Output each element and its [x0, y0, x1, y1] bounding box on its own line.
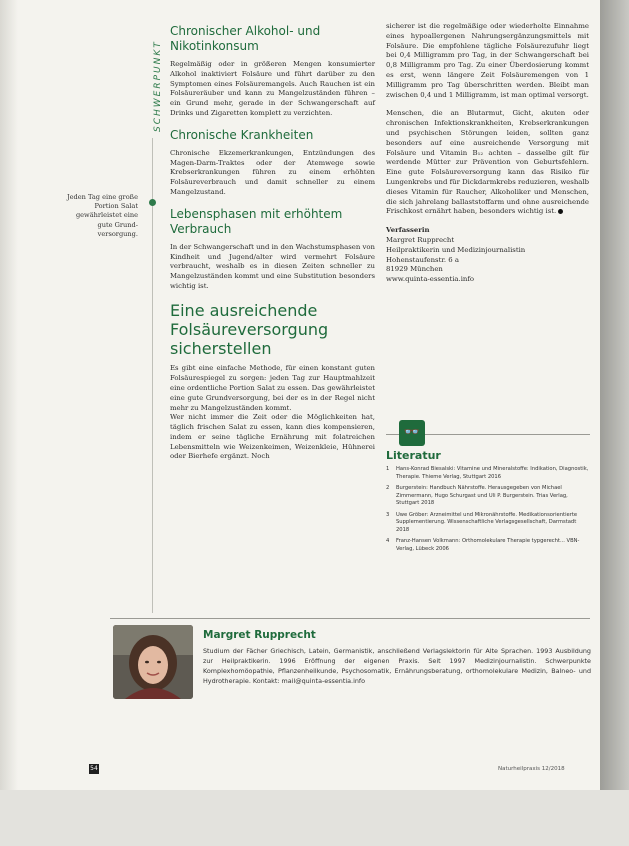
literature-item-number: 2	[386, 485, 390, 492]
literature-item-text: Franz-Hansen Volkmann: Orthomolekulare Therapie typgerecht... VBN-Verlag, Lübeck 2006	[396, 538, 580, 552]
column-divider	[152, 138, 153, 613]
literature-item	[386, 538, 590, 553]
literature-item-number: 4	[386, 538, 390, 545]
paragraph-main-2: Wer nicht immer die Zeit oder die Möglichkeiten hat, täglich frischen Salat zu essen, kann dies kompensieren, indem er seine tägliche Ernährung mit folatreichen Lebensmitteln wie Weizenkeimen, Weizenkleie, Hühnerei oder Bierhefe ergänzt. Noch	[170, 413, 375, 461]
bio-divider	[110, 618, 590, 619]
section-heading-alcohol: Chronischer Alkohol- und Nikotinkonsum	[170, 24, 321, 53]
author-title: Heilpraktikerin und Medizinjournalistin	[386, 245, 526, 254]
author-website-link[interactable]: www.quinta-essentia.info	[386, 275, 475, 284]
glasses-icon: 👓	[399, 420, 425, 446]
paragraph-right-1: sicherer ist die regelmäßige oder wiederholte Einnahme eines hypoallergenen Nahrungsergänzungsmittels mit Folsäure. Die empfohlene tägliche Folsäurezufuhr liegt bei 0,4 Milligramm pro Tag, in der Schwangerschaft bei 0,8 Milligramm pro Tag. Zu einer Überdosierung kommt es erst, wenn längere Zeit Folsäuremengen von 1 Milligramm pro Tag überschritten werden. Bleibt man zwischen 0,4 und 1 Milligramm, ist man optimal versorgt.	[386, 22, 589, 99]
author-photo	[113, 625, 193, 699]
literature-item	[386, 512, 590, 535]
literature-list	[386, 466, 590, 557]
author-label: Verfasserin	[386, 226, 430, 235]
literature-item-text: Hans-Konrad Biesalski: Vitamine und Mineralstoffe: Indikation, Diagnostik, Therapie. Thieme Verlag, Stuttgart 2016	[396, 466, 589, 480]
literature-item-number: 3	[386, 511, 390, 518]
paragraph-chronic: Chronische Ekzemerkrankungen, Entzündungen des Magen-Darm-Traktes oder der Atemwege sowie Krebserkrankungen führen zu einem erhöhten Folsäureverbrauch und damit schneller zu einem Mangelzustand.	[170, 148, 375, 196]
journal-footer: Naturheilpraxis 12/2018	[498, 766, 565, 772]
section-label: SCHWERPUNKT	[153, 40, 163, 132]
author-name: Margret Rupprecht	[386, 235, 455, 244]
paragraph-main-1: Es gibt eine einfache Methode, für einen konstant guten Folsäurespiegel zu sorgen: jeden Tag zur Hauptmahlzeit eine ordentliche Portion Salat zu essen. Das gewährleistet eine gute Grundversorgung, bei der es in der Regel nicht mehr zu Mangelzuständen kommt.	[170, 364, 375, 412]
literature-heading: Literatur	[386, 449, 441, 462]
literature-item-number: 1	[386, 466, 390, 472]
page-number: 54	[90, 765, 98, 772]
margin-note-bullet-icon	[149, 199, 156, 206]
author-portrait-icon	[113, 625, 193, 699]
literature-item-text: Burgerstein: Handbuch Nährstoffe. Herausgegeben von Michael Zimmermann, Hugo Schurgast und Uli P. Burgerstein. Trias Verlag, Stuttgart 2018	[396, 485, 568, 507]
literature-item	[386, 485, 590, 508]
author-city: 81929 München	[386, 265, 443, 274]
author-block	[386, 226, 589, 285]
literature-item	[386, 466, 590, 481]
right-column	[386, 22, 589, 285]
paragraph-life-phases: In der Schwangerschaft und in den Wachstumsphasen von Kindheit und Jugend/alter wird vermehrt Folsäure verbraucht, weshalb es in diesen Zeiten schneller zu Mangelzuständen kommt und eine Substitution besonders wichtig ist.	[170, 242, 375, 290]
scan-edge	[600, 0, 629, 846]
bio-name: Margret Rupprecht	[203, 629, 316, 641]
paragraph-right-2	[386, 109, 589, 217]
author-street: Hohenstaufenstr. 6 a	[386, 255, 459, 264]
main-heading: Eine ausreichende Folsäureversorgung sicherstellen	[170, 300, 329, 359]
middle-column	[170, 24, 375, 462]
paragraph-alcohol: Regelmäßig oder in größeren Mengen konsumierter Alkohol inaktiviert Folsäure und führt darüber zu den Symptomen eines Folsäuremangels. Auch Rauchen ist ein Folsäureräuber und kann zu Mangelzuständen führen – ein Grund mehr, gerade in der Schwangerschaft auf Drinks und Zigaretten komplett zu verzichten.	[170, 60, 375, 117]
section-heading-chronic: Chronische Krankheiten	[170, 127, 314, 142]
section-heading-life-phases: Lebensphasen mit erhöhtem Verbrauch	[170, 206, 343, 236]
paragraph-right-2-text: Menschen, die an Blutarmut, Gicht, akuten oder chronischen Infektionskrankheiten, Krebserkrankungen und psychischen Störungen leiden, sollten ganz besonders auf eine ausreichende Versorgung mit Folsäure und Vitamin B₁₂ achten – dasselbe gilt für werdende Mütter zur Prävention von Geburtsfehlern. Eine gute Folsäureversorgung kann das Risiko für Lungenkrebs und für Dickdarmkrebs reduzieren, weshalb dieses Vitamin für Raucher, Alkoholiker und Menschen, die sich jahrelang ballaststoffarm und ohne ausreichende Frischkost ernährt haben, besonders wichtig ist.	[386, 109, 589, 216]
scan-bottom-band	[0, 790, 629, 846]
literature-item-text: Uwe Gröber: Arzneimittel und Mikronährstoffe. Medikationsorientierte Supplementierung. Wissenschaftliche Verlagsgesellschaft, Darmstadt 2018	[396, 511, 578, 533]
end-mark-icon	[558, 209, 563, 214]
bio-text: Studium der Fächer Griechisch, Latein, Germanistik, anschließend Verlagslektorin für Alte Sprachen. 1993 Ausbildung zur Heilpraktikerin. 1996 Eröffnung der eigenen Praxis. Seit 1997 Medizinjournalistin. Schwerpunkte Komplexhomöopathie, Pflanzenheilkunde, Psychosomatik, Ernährungsberatung, orthomolekulare Medizin, Balneo- und Hydrotherapie. Kontakt: mail@quinta-essentia.info	[203, 647, 591, 685]
margin-note: Jeden Tag eine große Portion Salat gewährleistet eine gute Grund-versorgung.	[66, 193, 138, 238]
